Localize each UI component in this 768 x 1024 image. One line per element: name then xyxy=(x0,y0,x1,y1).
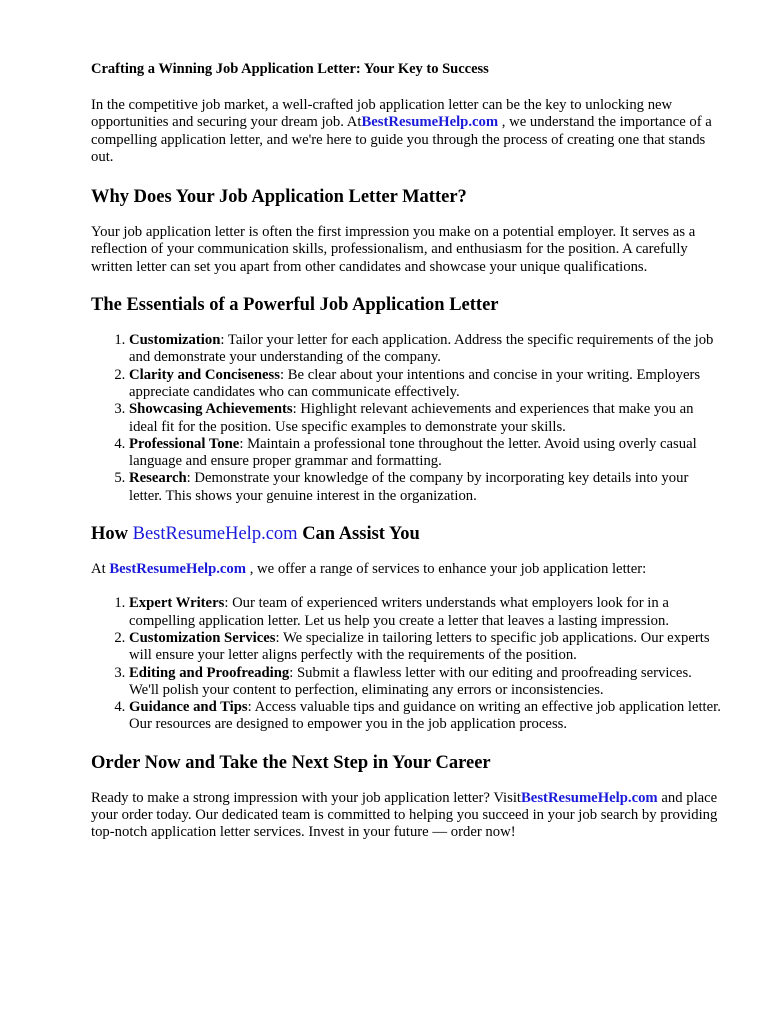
intro-paragraph xyxy=(91,97,721,166)
list-item-term: Customization Services xyxy=(129,629,276,646)
list-item xyxy=(129,436,721,471)
list-item-text: : Access valuable tips and guidance on writing an effective job application letter. Our resources are designed to empower you in the job application process. xyxy=(129,699,721,733)
heading-text-start: How xyxy=(91,524,133,545)
assist-intro-paragraph xyxy=(91,561,721,578)
why-matter-paragraph: Your job application letter is often the first impression you make on a potential employer. It serves as a reflection of your communication skills, professionalism, and enthusiasm for the position. A carefully written letter can set you apart from other candidates and showcase your unique qualifications. xyxy=(91,224,696,275)
list-item-text: : Tailor your letter for each application. Address the specific requirements of the job and demonstrate your understanding of the company. xyxy=(129,332,714,366)
list-item-term: Professional Tone xyxy=(129,435,240,452)
intro-text-end: , we understand the importance of a compelling application letter, and we're here to guide you through the process of creating one that stands out. xyxy=(91,114,712,165)
assist-site-link[interactable]: BestResumeHelp.com xyxy=(109,561,247,578)
section-heading-how-assist xyxy=(91,523,721,545)
list-item-text: : Maintain a professional tone throughout the letter. Avoid using overly casual language and ensure proper grammar and formatting. xyxy=(129,435,697,470)
list-item-text: : We specialize in tailoring letters to specific job applications. Our experts will ensure your letter aligns perfectly with the requirements of the position. xyxy=(129,629,710,664)
list-item xyxy=(129,470,721,505)
list-item xyxy=(129,630,721,665)
section-heading-why-matter: Why Does Your Job Application Letter Matter? xyxy=(91,187,467,208)
list-item-text: : Highlight relevant achievements and experiences that make you an ideal fit for the position. Use specific examples to demonstrate your skills. xyxy=(129,401,694,435)
list-item-term: Research xyxy=(129,470,187,487)
assist-text-start: At xyxy=(91,561,110,578)
order-site-link[interactable]: BestResumeHelp.com xyxy=(521,789,658,806)
assist-text-end: , we offer a range of services to enhance your job application letter: xyxy=(246,561,647,578)
list-item-term: Editing and Proofreading xyxy=(129,664,290,681)
document-title: Crafting a Winning Job Application Letter: Your Key to Success xyxy=(91,61,489,77)
list-item xyxy=(129,401,721,436)
heading-text-end: Can Assist You xyxy=(297,524,420,545)
list-item xyxy=(129,332,721,367)
intro-text-start: In the competitive job market, a well-crafted job application letter can be the key to unlocking new opportunities and securing your dream job. At xyxy=(91,97,673,131)
document-page xyxy=(91,60,721,842)
list-item-text: : Demonstrate your knowledge of the company by incorporating key details into your letter. This shows your genuine interest in the organization. xyxy=(129,470,689,504)
order-now-paragraph xyxy=(91,790,721,842)
section-heading-essentials: The Essentials of a Powerful Job Application Letter xyxy=(91,295,499,316)
list-item-term: Guidance and Tips xyxy=(129,699,248,716)
services-list xyxy=(91,595,721,733)
intro-site-link[interactable]: BestResumeHelp.com xyxy=(361,114,499,131)
list-item-term: Showcasing Achievements xyxy=(129,401,293,418)
heading-site-link[interactable]: BestResumeHelp.com xyxy=(132,524,298,545)
list-item xyxy=(129,699,721,734)
section-heading-order-now: Order Now and Take the Next Step in Your Career xyxy=(91,752,491,773)
essentials-list xyxy=(91,332,721,505)
order-text-start: Ready to make a strong impression with your job application letter? Visit xyxy=(91,789,522,806)
list-item xyxy=(129,665,721,700)
list-item-term: Customization xyxy=(129,332,221,349)
order-text-end: and place your order today. Our dedicated team is committed to helping you succeed in your job search by providing top-notch application letter services. Invest in your future — order now! xyxy=(91,789,718,841)
list-item xyxy=(129,367,721,402)
list-item-text: : Be clear about your intentions and concise in your writing. Employers appreciate candidates who can communicate effectively. xyxy=(129,366,701,400)
list-item xyxy=(129,595,721,630)
list-item-term: Expert Writers xyxy=(129,595,225,612)
list-item-text: : Submit a flawless letter with our editing and proofreading services. We'll polish your content to perfection, eliminating any errors or inconsistencies. xyxy=(129,664,692,698)
list-item-text: : Our team of experienced writers understands what employers look for in a compelling application letter. Let us help you create a letter that leaves a lasting impression. xyxy=(129,595,669,629)
list-item-term: Clarity and Conciseness xyxy=(129,366,280,383)
